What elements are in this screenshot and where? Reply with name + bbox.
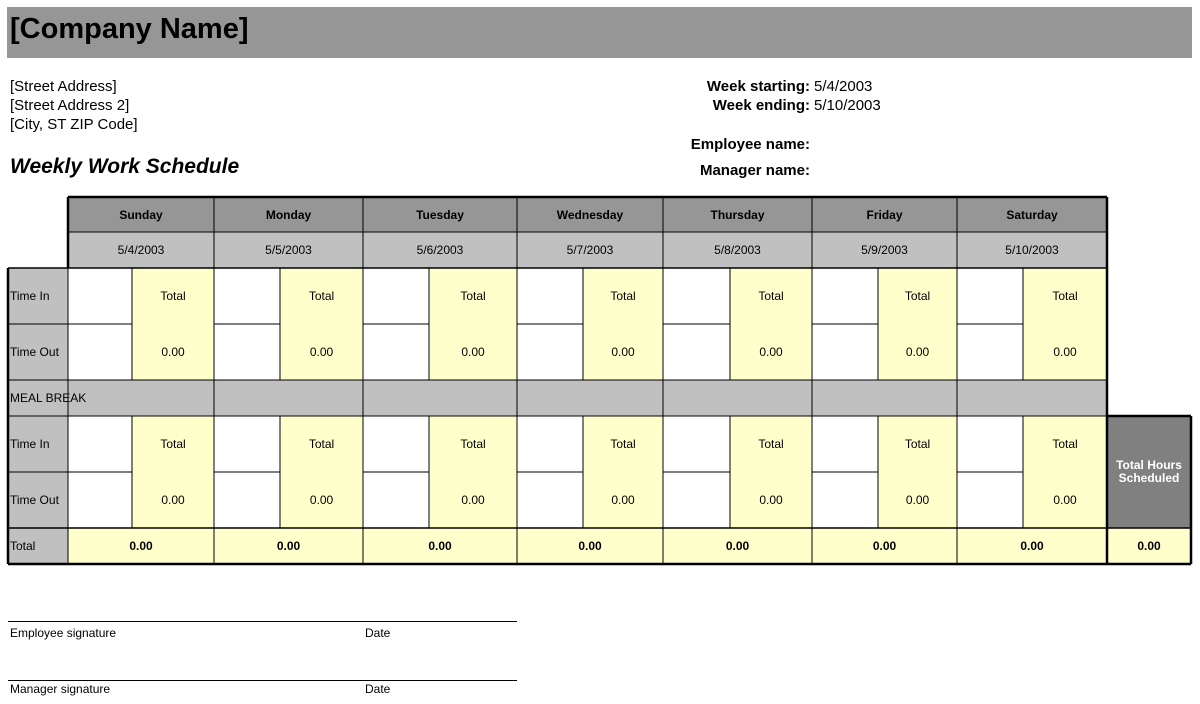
shift-total-value: 0.00: [905, 493, 930, 507]
total-hours-label: Total Hours Scheduled: [1116, 458, 1182, 485]
date-header-thursday: 5/8/2003: [714, 243, 761, 257]
week-ending-label: Week ending:: [712, 97, 810, 114]
time-in-input[interactable]: [812, 268, 878, 324]
week-starting-value: 5/4/2003: [814, 78, 873, 95]
employee-name-label: Employee name:: [690, 136, 810, 153]
shift-total-value: 0.00: [759, 493, 783, 507]
street-address: [Street Address]: [10, 78, 117, 95]
employee-signature-line[interactable]: [8, 621, 517, 622]
shift-total-value: 0.00: [309, 345, 334, 359]
time-in-input[interactable]: [812, 416, 878, 472]
total-label: Total: [460, 437, 486, 451]
time-out-input[interactable]: [812, 472, 878, 528]
manager-name-label: Manager name:: [699, 162, 810, 179]
time-in-label-1: Time In: [10, 289, 50, 303]
manager-signature-label: Manager signature: [10, 682, 111, 696]
shift-total-value: 0.00: [309, 493, 334, 507]
time-in-input[interactable]: [214, 416, 280, 472]
time-out-input[interactable]: [363, 324, 429, 380]
shift-total-value: 0.00: [461, 345, 485, 359]
shift-total-value: 0.00: [1053, 345, 1077, 359]
shift-total-value: 0.00: [161, 493, 185, 507]
total-label: Total: [610, 289, 636, 303]
day-total-value: 0.00: [129, 539, 153, 553]
time-in-input[interactable]: [517, 416, 583, 472]
time-in-input[interactable]: [214, 268, 280, 324]
total-label: Total: [1052, 289, 1078, 303]
day-total-value: 0.00: [276, 539, 301, 553]
total-label: Total: [904, 289, 931, 303]
day-header-friday: Friday: [866, 207, 903, 222]
date-header-saturday: 5/10/2003: [1005, 243, 1059, 257]
employee-date-label: Date: [365, 626, 391, 640]
date-header-monday: 5/5/2003: [265, 243, 312, 257]
date-header-sunday: 5/4/2003: [117, 243, 165, 257]
time-in-input[interactable]: [663, 268, 730, 324]
total-label: Total: [1052, 437, 1078, 451]
time-out-input[interactable]: [363, 472, 429, 528]
total-label: Total: [758, 437, 784, 451]
time-in-input[interactable]: [663, 416, 730, 472]
shift-total-value: 0.00: [611, 493, 635, 507]
total-label: Total: [308, 289, 335, 303]
total-label: Total: [160, 289, 186, 303]
time-out-input[interactable]: [517, 472, 583, 528]
time-in-input[interactable]: [517, 268, 583, 324]
time-out-input[interactable]: [957, 324, 1023, 380]
time-out-input[interactable]: [68, 472, 132, 528]
time-in-input[interactable]: [363, 268, 429, 324]
shift-total-value: 0.00: [1053, 493, 1077, 507]
time-out-label-1: Time Out: [10, 345, 59, 359]
total-label: Total: [308, 437, 335, 451]
meal-break-label: MEAL BREAK: [10, 391, 87, 405]
date-header-tuesday: 5/6/2003: [416, 243, 464, 257]
week-ending-value: 5/10/2003: [814, 97, 881, 114]
manager-signature-line[interactable]: [8, 680, 517, 681]
total-hours-value: 0.00: [1137, 539, 1161, 553]
time-out-input[interactable]: [957, 472, 1023, 528]
row-total-label: Total: [10, 539, 36, 553]
shift-total-value: 0.00: [161, 345, 185, 359]
day-total-value: 0.00: [578, 539, 602, 553]
shift-total-value: 0.00: [611, 345, 635, 359]
day-header-tuesday: Tuesday: [416, 207, 464, 222]
time-in-label-2: Time In: [10, 437, 50, 451]
shift-total-value: 0.00: [759, 345, 783, 359]
company-name: [Company Name]: [10, 13, 249, 45]
date-header-friday: 5/9/2003: [861, 243, 908, 257]
date-header-wednesday: 5/7/2003: [566, 243, 614, 257]
total-label: Total: [904, 437, 931, 451]
day-total-value: 0.00: [872, 539, 897, 553]
time-out-input[interactable]: [812, 324, 878, 380]
time-out-input[interactable]: [214, 324, 280, 380]
time-out-input[interactable]: [214, 472, 280, 528]
time-out-input[interactable]: [663, 324, 730, 380]
total-label: Total: [758, 289, 784, 303]
time-out-label-2: Time Out: [10, 493, 59, 507]
time-in-input[interactable]: [957, 416, 1023, 472]
manager-date-label: Date: [365, 682, 391, 696]
day-header-wednesday: Wednesday: [556, 207, 624, 222]
day-header-saturday: Saturday: [1006, 207, 1058, 222]
city-state-zip: [City, ST ZIP Code]: [10, 116, 138, 133]
week-starting-label: Week starting:: [706, 78, 810, 95]
employee-signature-label: Employee signature: [10, 626, 117, 640]
time-out-input[interactable]: [68, 324, 132, 380]
time-in-input[interactable]: [363, 416, 429, 472]
shift-total-value: 0.00: [461, 493, 485, 507]
time-out-input[interactable]: [517, 324, 583, 380]
time-in-input[interactable]: [957, 268, 1023, 324]
total-label: Total: [610, 437, 636, 451]
page-title: Weekly Work Schedule: [10, 155, 240, 178]
time-in-input[interactable]: [68, 416, 132, 472]
day-total-value: 0.00: [1020, 539, 1044, 553]
day-header-thursday: Thursday: [710, 207, 765, 222]
total-label: Total: [460, 289, 486, 303]
total-label: Total: [160, 437, 186, 451]
day-header-sunday: Sunday: [119, 207, 163, 222]
day-total-value: 0.00: [428, 539, 452, 553]
day-header-monday: Monday: [265, 207, 312, 222]
shift-total-value: 0.00: [905, 345, 930, 359]
street-address-2: [Street Address 2]: [10, 97, 130, 114]
time-in-input[interactable]: [68, 268, 132, 324]
day-total-value: 0.00: [725, 539, 750, 553]
time-out-input[interactable]: [663, 472, 730, 528]
